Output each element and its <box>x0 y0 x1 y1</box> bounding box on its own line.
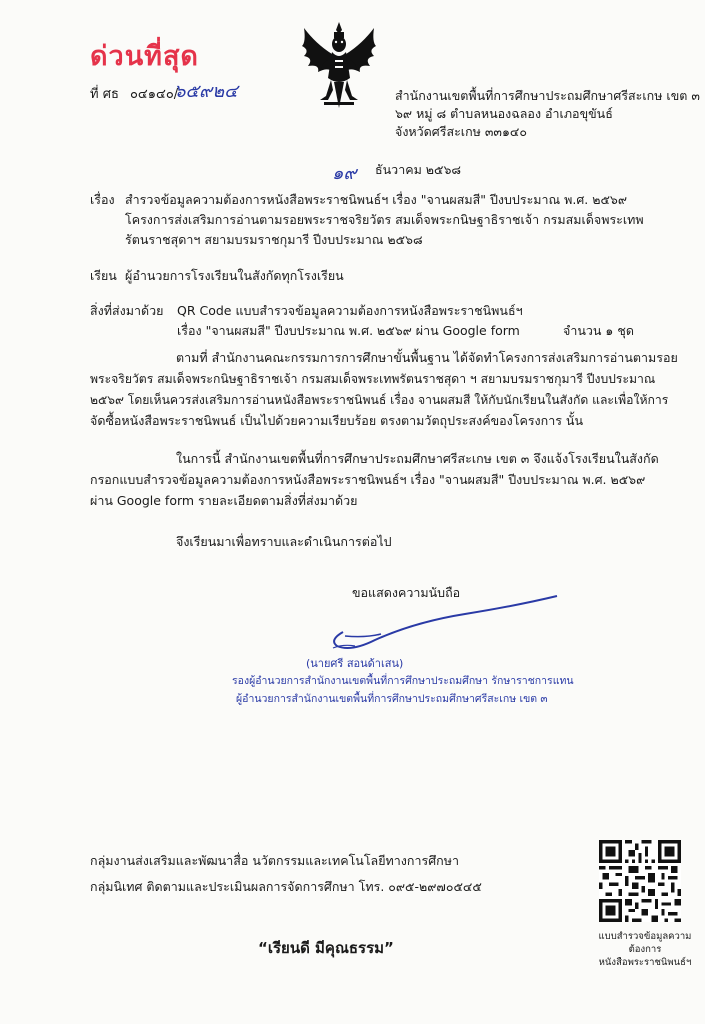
handwritten-signature <box>325 588 565 658</box>
subject-label: เรื่อง <box>90 192 115 207</box>
garuda-emblem-icon <box>298 20 380 112</box>
doc-number-printed: ๐๔๑๔๐/ <box>130 87 179 102</box>
body-para1-line: ตามที่ สำนักงานคณะกรรมการการศึกษาขั้นพื้นฐาน ได้จัดทำโครงการส่งเสริมการอ่านตามรอย <box>176 350 678 365</box>
urgency-stamp: ด่วนที่สุด <box>90 41 199 72</box>
enclosure-quantity: จำนวน ๑ ชุด <box>563 323 634 338</box>
body-para2-line: กรอกแบบสำรวจข้อมูลความต้องการหนังสือพระราชนิพนธ์ฯ เรื่อง "จานผสมสี" ปีงบประมาณ พ.ศ. ๒๕๖๙ <box>90 472 646 487</box>
signatory-name: (นายศรี สอนด้าเสน) <box>306 657 404 670</box>
footer-unit-line: กลุ่มนิเทศ ติดตามและประเมินผลการจัดการศึกษา โทร. ๐๙๕-๒๙๗๐๕๔๕ <box>90 879 482 894</box>
enclosure-line: QR Code แบบสำรวจข้อมูลความต้องการหนังสือพระราชนิพนธ์ฯ <box>177 303 523 318</box>
body-para1-line: ๒๕๖๙ โดยเห็นควรส่งเสริมการอ่านหนังสือพระราชนิพนธ์ เรื่อง จานผสมสี ให้กับนักเรียนในสังกัด และเพื่อให้การ <box>90 393 669 407</box>
body-para1-line: จัดซื้อหนังสือพระราชนิพนธ์ เป็นไปด้วยความเรียบร้อย ตรงตามวัตถุประสงค์ของโครงการ นั้น <box>90 413 583 428</box>
office-line: จังหวัดศรีสะเกษ ๓๓๑๔๐ <box>395 124 527 139</box>
signatory-position: รองผู้อำนวยการสำนักงานเขตพื้นที่การศึกษาประถมศึกษา รักษาราชการแทน <box>232 675 574 687</box>
motto: “เรียนดี มีคุณธรรม” <box>258 939 394 957</box>
recipient-value: ผู้อำนวยการโรงเรียนในสังกัดทุกโรงเรียน <box>125 268 344 283</box>
doc-number-handwritten: ๖๕๙๒๔ <box>174 81 238 102</box>
closing-request: จึงเรียนมาเพื่อทราบและดำเนินการต่อไป <box>176 534 392 549</box>
enclosure-label: สิ่งที่ส่งมาด้วย <box>90 303 164 318</box>
signatory-position: ผู้อำนวยการสำนักงานเขตพื้นที่การศึกษาประถมศึกษาศรีสะเกษ เขต ๓ <box>236 693 548 705</box>
body-para2-line: ผ่าน Google form รายละเอียดตามสิ่งที่ส่งมาด้วย <box>90 493 358 508</box>
subject-line: รัตนราชสุดาฯ สยามบรมราชกุมารี ปีงบประมาณ ๒๕๖๘ <box>125 232 423 247</box>
office-address <box>395 88 700 140</box>
subject-line: โครงการส่งเสริมการอ่านตามรอยพระราชจริยวัตร สมเด็จพระกนิษฐาธิราชเจ้า กรมสมเด็จพระเทพ <box>125 212 644 227</box>
recipient-label: เรียน <box>90 268 117 283</box>
subject-line: สำรวจข้อมูลความต้องการหนังสือพระราชนิพนธ์ฯ เรื่อง "จานผสมสี" ปีงบประมาณ พ.ศ. ๒๕๖๙ <box>125 192 627 207</box>
qr-caption <box>590 930 700 969</box>
body-para1-line: พระจริยวัตร สมเด็จพระกนิษฐาธิราชเจ้า กรมสมเด็จพระเทพรัตนราชสุดา ฯ สยามบรมราชกุมารี ปีงบประมาณ <box>90 372 656 386</box>
closing-salutation: ขอแสดงความนับถือ <box>352 585 461 600</box>
doc-number-label: ที่ ศธ <box>90 87 119 102</box>
footer-unit-line: กลุ่มงานส่งเสริมและพัฒนาสื่อ นวัตกรรมและเทคโนโลยีทางการศึกษา <box>90 853 459 868</box>
office-line: สำนักงานเขตพื้นที่การศึกษาประถมศึกษาศรีสะเกษ เขต ๓ <box>395 88 700 103</box>
enclosure-line: เรื่อง "จานผสมสี" ปีงบประมาณ พ.ศ. ๒๕๖๙ ผ่าน Google form <box>177 323 520 338</box>
date-day-handwritten: ๑๙ <box>332 163 357 184</box>
body-para2-line: ในการนี้ สำนักงานเขตพื้นที่การศึกษาประถมศึกษาศรีสะเกษ เขต ๓ จึงแจ้งโรงเรียนในสังกัด <box>176 451 659 466</box>
office-line: ๖๙ หมู่ ๘ ตำบลหนองฉลอง อำเภอขุขันธ์ <box>395 106 613 121</box>
date-month-year: ธันวาคม ๒๕๖๘ <box>375 162 462 177</box>
qr-caption-line: แบบสำรวจข้อมูลความต้องการ <box>598 931 692 955</box>
qr-code-icon[interactable] <box>599 840 681 922</box>
qr-caption-line: หนังสือพระราชนิพนธ์ฯ <box>598 957 692 968</box>
